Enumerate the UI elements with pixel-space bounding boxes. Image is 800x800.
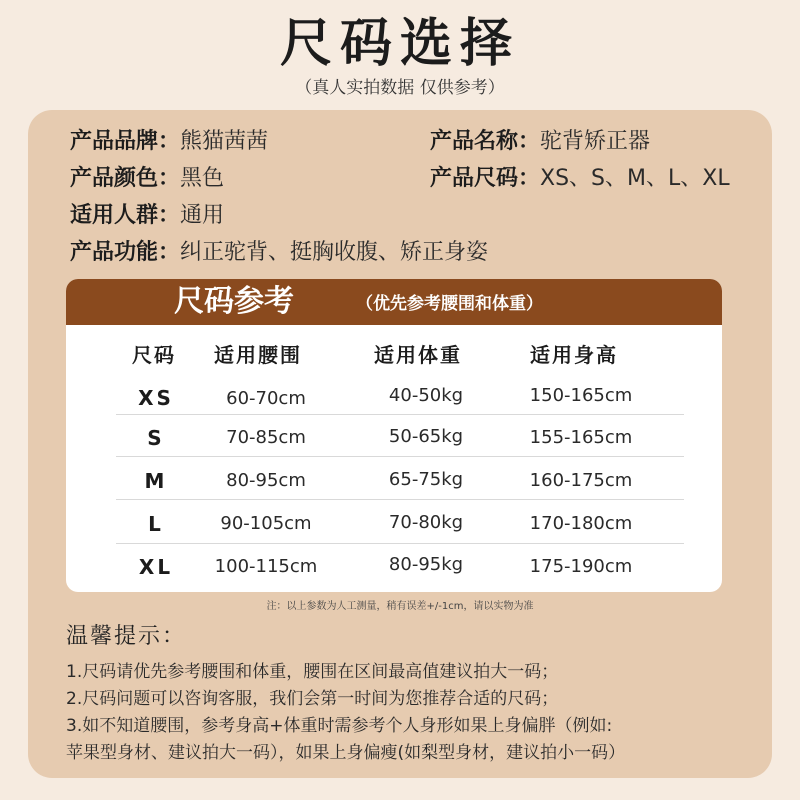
name-value: 驼背矫正器 xyxy=(540,129,651,154)
table-cell-waist: 80-95cm xyxy=(226,470,306,491)
page-subtitle: （真人实拍数据 仅供参考） xyxy=(295,78,505,98)
page-title: 尺码选择 xyxy=(279,14,520,74)
color-row xyxy=(70,164,224,194)
tips-title: 温馨提示： xyxy=(66,624,187,649)
table-cell-waist: 100-115cm xyxy=(214,556,318,577)
table-cell-waist: 60-70cm xyxy=(226,388,306,409)
color-label: 产品颜色： xyxy=(70,166,181,191)
size-value: XS、S、M、L、XL xyxy=(540,166,730,191)
column-header-height: 适用身高 xyxy=(530,343,618,367)
table-cell-height: 170-180cm xyxy=(529,513,633,534)
brand-label: 产品品牌： xyxy=(70,129,181,154)
tip-line: 2.尺码问题可以咨询客服，我们会第一时间为您推荐合适的尺码； xyxy=(66,689,559,709)
row-divider xyxy=(116,414,684,415)
table-cell-weight: 80-95kg xyxy=(388,554,464,575)
column-header-size: 尺码 xyxy=(132,343,176,367)
table-cell-height: 155-165cm xyxy=(529,427,633,448)
table-cell-weight: 40-50kg xyxy=(388,385,464,406)
row-divider xyxy=(116,456,684,457)
table-cell-size: XS xyxy=(138,386,174,410)
tip-line: 1.尺码请优先参考腰围和体重，腰围在区间最高值建议拍大一码； xyxy=(66,662,559,682)
size-table xyxy=(66,279,722,592)
color-value: 黑色 xyxy=(180,166,225,191)
table-cell-size: L xyxy=(148,512,164,536)
brand-value: 熊猫茜茜 xyxy=(180,129,269,154)
table-cell-waist: 70-85cm xyxy=(226,427,306,448)
size-table-subtitle: （优先参考腰围和体重） xyxy=(356,294,543,314)
table-cell-size: S xyxy=(147,426,165,450)
table-cell-height: 160-175cm xyxy=(529,470,633,491)
table-cell-size: M xyxy=(144,469,168,493)
table-cell-waist: 90-105cm xyxy=(220,513,312,534)
crowd-row xyxy=(70,201,224,231)
size-label: 产品尺码： xyxy=(430,166,541,191)
table-cell-weight: 50-65kg xyxy=(388,426,464,447)
column-header-weight: 适用体重 xyxy=(374,343,462,367)
brand-row xyxy=(70,127,268,157)
crowd-label: 适用人群： xyxy=(70,203,181,228)
function-value: 纠正驼背、挺胸收腹、矫正身姿 xyxy=(180,240,489,265)
size-row xyxy=(430,164,730,194)
crowd-value: 通用 xyxy=(180,203,225,228)
function-label: 产品功能： xyxy=(70,240,181,265)
row-divider xyxy=(116,543,684,544)
table-cell-weight: 65-75kg xyxy=(388,469,464,490)
function-row xyxy=(70,238,488,268)
tip-line: 3.如不知道腰围，参考身高+体重时需参考个人身形如果上身偏胖（例如: xyxy=(66,716,613,736)
table-cell-height: 175-190cm xyxy=(529,556,633,577)
size-table-header xyxy=(66,279,722,325)
measurement-note: 注：以上参数为人工测量，稍有误差+/-1cm，请以实物为准 xyxy=(266,601,534,612)
table-cell-size: XL xyxy=(138,555,174,579)
row-divider xyxy=(116,499,684,500)
size-table-title: 尺码参考 xyxy=(174,284,294,319)
name-row xyxy=(430,127,650,157)
name-label: 产品名称： xyxy=(430,129,541,154)
column-header-waist: 适用腰围 xyxy=(214,343,302,367)
tip-line: 苹果型身材、建议拍大一码），如果上身偏瘦(如梨型身材，建议拍小一码） xyxy=(66,743,626,763)
table-cell-weight: 70-80kg xyxy=(388,512,464,533)
table-cell-height: 150-165cm xyxy=(529,385,633,406)
